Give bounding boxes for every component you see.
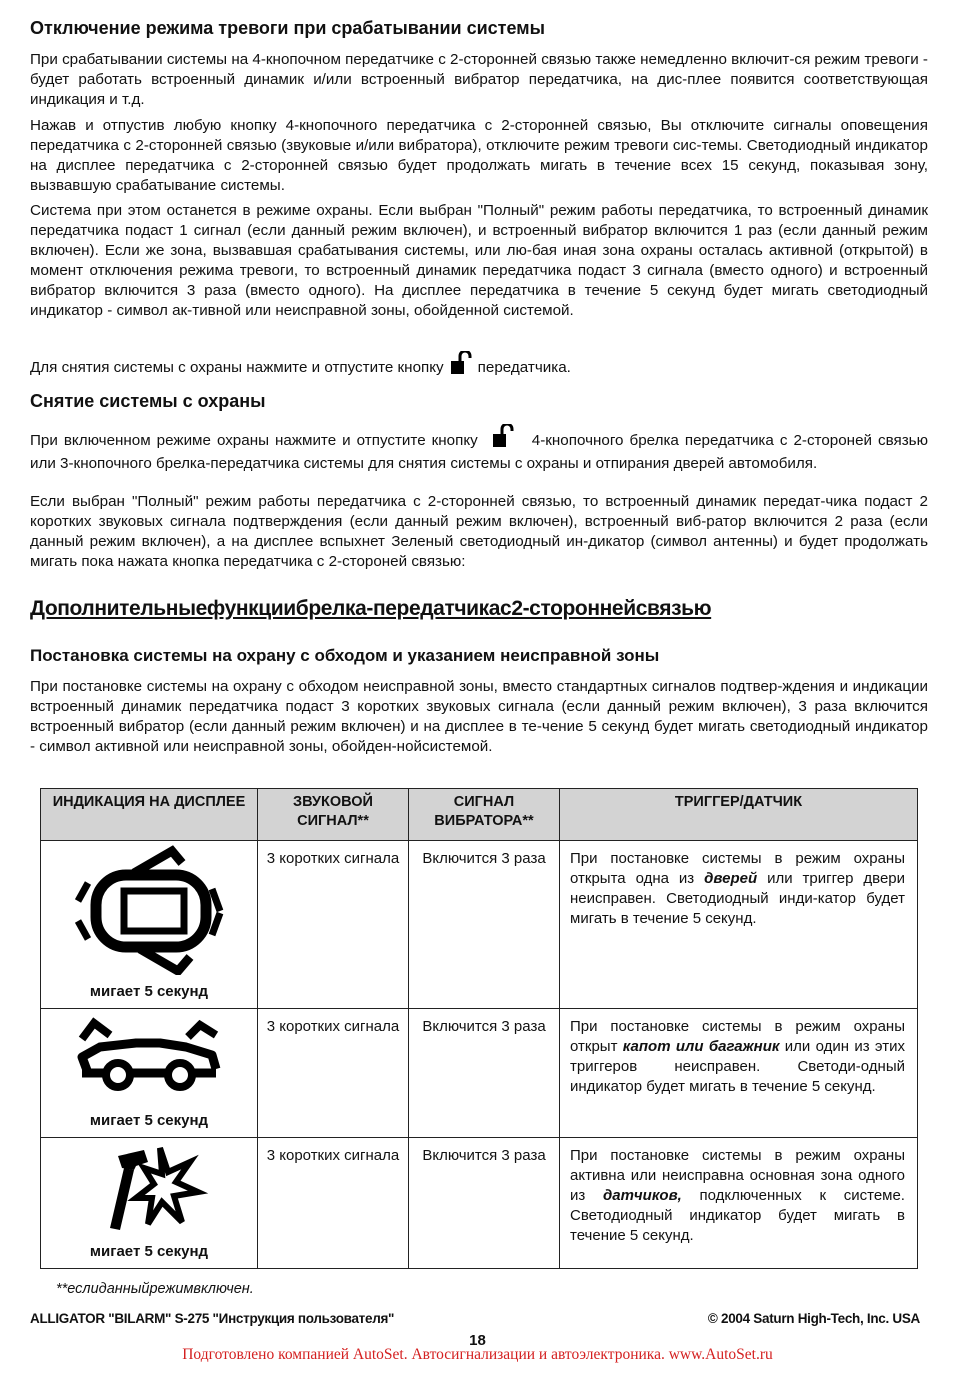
sound-cell: 3 коротких сигнала xyxy=(258,841,409,1009)
paragraph: Система при этом останется в режиме охраны. Если выбран "Полный" режим работы передатчика, то встроенный динамик передатчика подаст 1 сигнал (если данный режим включен), и встроенный вибратор включится 1 раз (если данный режим включен). Если же зона, вызвавшая срабатывания системы, или лю-бая иная зона охраны осталась активной (открытой) в момент отключения режима тревоги, то встроенный динамик передатчика подаст 3 сигнала (вместо одного) и встроенный вибратор включится 3 раза (вместо одного). На дисплее передатчика в течение 5 секунд будет мигать светодиодный индикатор - символ ак-тивной или неисправной зоны, обойденной системой. xyxy=(30,202,928,319)
blink-label: мигает 5 секунд xyxy=(89,1112,209,1129)
watermark-ad: Подготовлено компанией AutoSet. Автосигнализации и автоэлектроника. www.AutoSet.ru xyxy=(182,1346,773,1363)
unlock-icon xyxy=(492,424,514,454)
footnote: **еслиданныйрежимвключен. xyxy=(56,1281,254,1297)
description-emphasis: дверей xyxy=(704,870,758,887)
description-text: или один из этих триггеров неисправен. Светоди-одный индикатор будет мигать в течение 5 секунд. xyxy=(570,1038,905,1095)
description-text: подключенных к системе. Светодиодный индикатор будет мигать в течение 5 секунд. xyxy=(570,1187,905,1244)
paragraph-text: Для снятия системы с охраны нажмите и отпустите кнопку xyxy=(30,359,444,376)
table-row xyxy=(41,1009,918,1138)
paragraph: Если выбран "Полный" режим работы передатчика с 2-сторонней связью, то встроенный динамик передат-чика подаст 2 коротких звуковых сигнала подтверждения (если данный режим включен), встроенный виб-ратор включится 2 раза (если данный режим включен), а на дисплее вспыхнет Зеленый светодиодный ин-дикатор (символ антенны) и будет продолжать мигать пока нажата кнопка передатчика с 2-стороней связью: xyxy=(30,493,928,570)
description-emphasis: капот или багажник xyxy=(622,1038,780,1055)
paragraph-disarm xyxy=(30,424,928,474)
blink-label: мигает 5 секунд xyxy=(89,983,209,1000)
page-number: 18 xyxy=(469,1332,486,1349)
blink-label: мигает 5 секунд xyxy=(89,1243,209,1260)
hood-trunk-icon xyxy=(74,1082,224,1099)
sensor-hammer-icon xyxy=(74,1221,224,1238)
description-text: При постановке системы в режим охраны открыта одна из xyxy=(570,850,905,887)
description-text: При постановке системы в режим охраны открыт xyxy=(570,1018,905,1055)
sound-cell: 3 коротких сигнала xyxy=(258,1138,409,1269)
description-cell xyxy=(560,1138,918,1269)
footer-copyright: © 2004 Saturn High-Tech, Inc. USA xyxy=(707,1311,920,1326)
indication-table xyxy=(40,788,918,1269)
description-text: При постановке системы в режим охраны активна или неисправна основная зона одного из xyxy=(570,1147,905,1204)
vibro-cell: Включится 3 раза xyxy=(409,1009,560,1138)
paragraph: Нажав и отпустив любую кнопку 4-кнопочного передатчика с 2-сторонней связью, Вы отключите сигналы оповещения передатчика с 2-сторонней связью (звуковые и/или вибратора), отключите режим тревоги сис-темы. Светодиодный индикатор на дисплее передатчика с 2-сторонней связью будет продолжать мигать в течение всех 15 секунд, показывая зону, вызвавшую срабатывание системы. xyxy=(30,117,928,194)
table-header: СИГНАЛ ВИБРАТОРА** xyxy=(409,789,560,841)
footer-product: ALLIGATOR "BILARM" S-275 "Инструкция пользователя" xyxy=(30,1311,395,1326)
paragraph-text: 4-кнопочного брелка передатчика с 2-стороней связью или 3-кнопочного брелка-передатчика системы для снятия системы с охраны и отпирания дверей автомобиля. xyxy=(30,432,928,472)
description-cell xyxy=(560,1009,918,1138)
door-open-icon xyxy=(74,962,224,979)
indication-cell xyxy=(41,1138,258,1269)
paragraph: При срабатывании системы на 4-кнопочном передатчике с 2-сторонней связью также немедленно включит-ся режим тревоги - будет работать встроенный динамик и/или встроенный вибратор передатчика, на дис-плее появится соответствующая индикация и т.д. xyxy=(30,51,928,108)
main-heading-extra-functions: Дополнительныефункциибрелка-передатчикас2-стороннейсвязью xyxy=(30,597,712,620)
table-row xyxy=(41,1138,918,1269)
description-cell xyxy=(560,841,918,1009)
table-header: ЗВУКОВОЙ СИГНАЛ** xyxy=(258,789,409,841)
vibro-cell: Включится 3 раза xyxy=(409,1138,560,1269)
description-text: или триггер двери неисправен. Светодиодный инди-катор будет мигать в течение 5 секунд. xyxy=(570,870,906,927)
indication-cell xyxy=(41,1009,258,1138)
paragraph-disarm-hint xyxy=(30,351,928,381)
vibro-cell: Включится 3 раза xyxy=(409,841,560,1009)
table-header: ТРИГГЕР/ДАТЧИК xyxy=(560,789,918,841)
description-emphasis: датчиков, xyxy=(602,1187,682,1204)
section-title-disarm: Снятие системы с охраны xyxy=(30,391,266,411)
paragraph-text: передатчика. xyxy=(477,359,571,376)
table-header: ИНДИКАЦИЯ НА ДИСПЛЕЕ xyxy=(41,789,258,841)
subsection-title-bypass: Постановка системы на охрану с обходом и указанием неисправной зоны xyxy=(30,646,660,665)
indication-cell xyxy=(41,841,258,1009)
section-title-alarm-off: Отключение режима тревоги при срабатывании системы xyxy=(30,18,545,38)
table-row xyxy=(41,841,918,1009)
sound-cell: 3 коротких сигнала xyxy=(258,1009,409,1138)
paragraph: При постановке системы на охрану с обходом неисправной зоны, вместо стандартных сигналов подтвер-ждения и индикации встроенный динамик передатчика подаст 3 коротких звуковых сигнала (если данный режим включен), 3 раза включится встроенный вибратор (если данный режим включен) и на дисплее в те-чение 5 секунд будет мигать светодиодный индикатор - символ активной или неисправной зоны, обойден-нойсистемой. xyxy=(30,678,928,755)
paragraph-text: При включенном режиме охраны нажмите и отпустите кнопку xyxy=(30,432,478,449)
unlock-icon xyxy=(450,351,472,381)
